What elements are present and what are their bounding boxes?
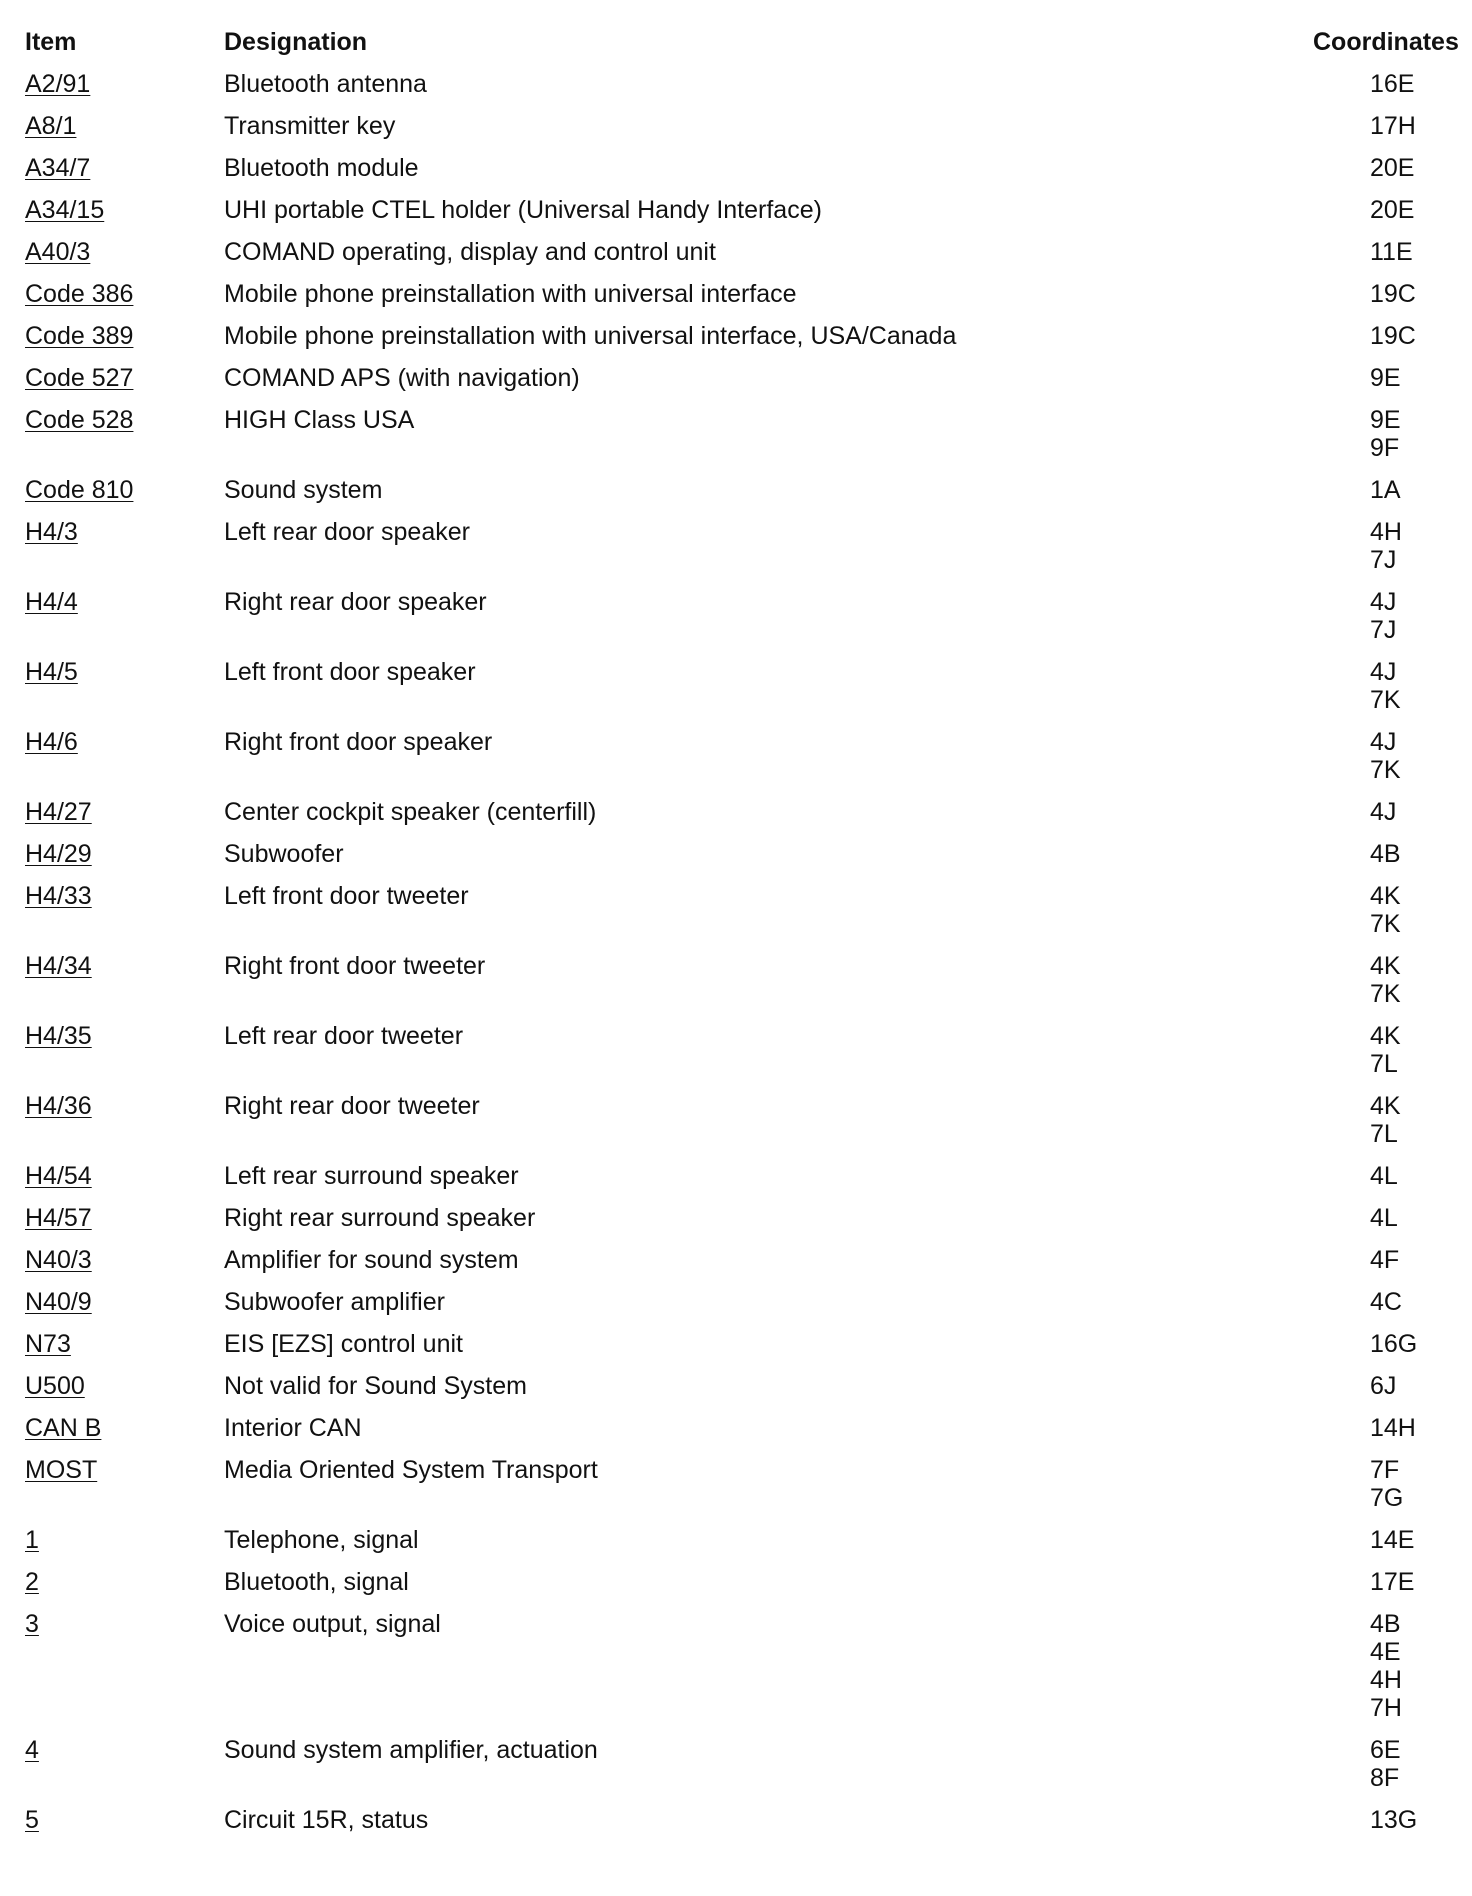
designation-cell: Right rear door speaker xyxy=(224,588,487,616)
coordinates-cell xyxy=(1370,196,1414,224)
coordinates-cell xyxy=(1370,154,1414,182)
coordinates-cell xyxy=(1370,1162,1398,1190)
item-cell xyxy=(25,840,92,868)
coordinates-cell xyxy=(1370,322,1416,350)
coordinate-value: 7K xyxy=(1370,980,1401,1008)
coordinates-cell xyxy=(1370,238,1413,266)
item-cell xyxy=(25,798,92,826)
designation-cell: Bluetooth, signal xyxy=(224,1568,409,1596)
coordinate-value: 4C xyxy=(1370,1288,1402,1316)
designation-cell: Right front door speaker xyxy=(224,728,493,756)
coordinate-value: 4L xyxy=(1370,1162,1398,1190)
designation-column-header: Designation xyxy=(224,28,368,56)
coordinate-value: 4F xyxy=(1370,1246,1400,1274)
item-cell xyxy=(25,882,92,910)
item-cell xyxy=(25,1806,39,1834)
coordinate-value: 7K xyxy=(1370,910,1401,938)
designation-cell: Mobile phone preinstallation with universal interface, USA/Canada xyxy=(224,322,957,350)
item-link[interactable]: Code 389 xyxy=(25,322,134,350)
designation-cell: Bluetooth antenna xyxy=(224,70,427,98)
item-link[interactable]: A8/1 xyxy=(25,112,77,140)
coordinate-value: 9E xyxy=(1370,406,1401,434)
coordinate-value: 4J xyxy=(1370,798,1397,826)
designation-cell: Left front door tweeter xyxy=(224,882,469,910)
item-link[interactable]: N40/3 xyxy=(25,1246,92,1274)
coordinate-value: 16E xyxy=(1370,70,1415,98)
item-cell xyxy=(25,1162,92,1190)
coordinate-value: 4K xyxy=(1370,1092,1401,1120)
item-column-header: Item xyxy=(25,28,77,56)
coordinates-cell xyxy=(1370,1736,1401,1792)
coordinate-value: 14H xyxy=(1370,1414,1416,1442)
item-cell xyxy=(25,728,78,756)
coordinates-cell xyxy=(1370,1092,1401,1148)
item-cell xyxy=(25,1204,92,1232)
coordinate-value: 19C xyxy=(1370,280,1416,308)
item-cell xyxy=(25,322,133,350)
coordinates-cell xyxy=(1370,518,1402,574)
item-link[interactable]: H4/34 xyxy=(25,952,92,980)
item-cell xyxy=(25,476,133,504)
designation-cell: Left front door speaker xyxy=(224,658,476,686)
coordinate-value: 4E xyxy=(1370,1638,1401,1666)
item-link[interactable]: H4/5 xyxy=(25,658,78,686)
item-link[interactable]: N73 xyxy=(25,1330,71,1358)
coordinate-value: 4J xyxy=(1370,728,1397,756)
coordinate-value: 4K xyxy=(1370,882,1401,910)
designation-cell: Voice output, signal xyxy=(224,1610,441,1638)
item-cell xyxy=(25,364,133,392)
coordinates-cell xyxy=(1370,798,1396,826)
coordinates-cell xyxy=(1370,588,1396,644)
designation-cell: Left rear surround speaker xyxy=(224,1162,519,1190)
item-cell xyxy=(25,1456,97,1484)
item-link[interactable]: Code 528 xyxy=(25,406,134,434)
coordinate-value: 7K xyxy=(1370,756,1401,784)
designation-cell: Subwoofer xyxy=(224,840,344,868)
coordinate-value: 4H xyxy=(1370,1666,1402,1694)
coordinate-value: 7J xyxy=(1370,616,1397,644)
coordinate-value: 16G xyxy=(1370,1330,1418,1358)
designation-cell: Subwoofer amplifier xyxy=(224,1288,445,1316)
coordinates-cell xyxy=(1370,1330,1417,1358)
coordinate-value: 17E xyxy=(1370,1568,1415,1596)
designation-cell: Left rear door tweeter xyxy=(224,1022,464,1050)
item-link[interactable]: A40/3 xyxy=(25,238,91,266)
designation-cell: Center cockpit speaker (centerfill) xyxy=(224,798,597,826)
coordinate-value: 11E xyxy=(1370,238,1413,266)
coordinate-value: 7K xyxy=(1370,686,1401,714)
item-link[interactable]: H4/6 xyxy=(25,728,78,756)
coordinates-cell xyxy=(1370,1526,1414,1554)
item-link[interactable]: A34/15 xyxy=(25,196,105,224)
item-cell xyxy=(25,1568,39,1596)
item-cell xyxy=(25,588,78,616)
designation-cell: HIGH Class USA xyxy=(224,406,415,434)
coordinates-cell xyxy=(1370,1372,1396,1400)
coordinates-cell xyxy=(1370,1610,1402,1722)
item-cell xyxy=(25,1610,39,1638)
coordinate-value: 1A xyxy=(1370,476,1401,504)
item-link[interactable]: U500 xyxy=(25,1372,85,1400)
item-link[interactable]: H4/35 xyxy=(25,1022,92,1050)
coordinate-value: 4K xyxy=(1370,952,1401,980)
coordinate-value: 4B xyxy=(1370,840,1401,868)
coordinate-value: 7G xyxy=(1370,1484,1404,1512)
designation-cell: Right rear surround speaker xyxy=(224,1204,536,1232)
item-cell xyxy=(25,1736,39,1764)
item-link[interactable]: A2/91 xyxy=(25,70,91,98)
coordinate-value: 20E xyxy=(1370,196,1415,224)
item-link[interactable]: H4/54 xyxy=(25,1162,92,1190)
item-cell xyxy=(25,1372,85,1400)
coordinate-value: 6E xyxy=(1370,1736,1401,1764)
item-link[interactable]: H4/4 xyxy=(25,588,78,616)
item-link[interactable]: H4/33 xyxy=(25,882,92,910)
item-link[interactable]: H4/36 xyxy=(25,1092,92,1120)
item-link[interactable]: Code 386 xyxy=(25,280,134,308)
coordinates-cell xyxy=(1370,840,1401,868)
item-cell xyxy=(25,1414,101,1442)
coordinate-value: 14E xyxy=(1370,1526,1415,1554)
coordinates-cell xyxy=(1370,882,1401,938)
coordinates-cell xyxy=(1370,406,1401,462)
item-link[interactable]: 4 xyxy=(25,1736,39,1764)
item-link[interactable]: 2 xyxy=(25,1568,39,1596)
item-cell xyxy=(25,70,90,98)
coordinate-value: 4J xyxy=(1370,588,1397,616)
designation-cell: Sound system amplifier, actuation xyxy=(224,1736,598,1764)
item-link[interactable]: H4/3 xyxy=(25,518,78,546)
item-link[interactable]: CAN B xyxy=(25,1414,102,1442)
item-cell xyxy=(25,1022,92,1050)
item-link[interactable]: 1 xyxy=(25,1526,39,1554)
designation-cell: Left rear door speaker xyxy=(224,518,470,546)
coordinate-value: 6J xyxy=(1370,1372,1397,1400)
coordinate-value: 17H xyxy=(1370,112,1416,140)
coordinate-value: 13G xyxy=(1370,1806,1418,1834)
coordinate-value: 9E xyxy=(1370,364,1401,392)
item-link[interactable]: H4/27 xyxy=(25,798,92,826)
designation-cell: Right rear door tweeter xyxy=(224,1092,480,1120)
coordinates-cell xyxy=(1370,1414,1416,1442)
coordinates-cell xyxy=(1370,476,1401,504)
designation-cell: Interior CAN xyxy=(224,1414,362,1442)
coordinate-value: 4J xyxy=(1370,658,1397,686)
item-link[interactable]: MOST xyxy=(25,1456,98,1484)
item-cell xyxy=(25,1246,92,1274)
coordinate-value: 9F xyxy=(1370,434,1400,462)
item-cell xyxy=(25,406,133,434)
coordinates-cell xyxy=(1370,1568,1414,1596)
coordinates-cell xyxy=(1370,280,1416,308)
item-link[interactable]: H4/29 xyxy=(25,840,92,868)
coordinates-cell xyxy=(1370,112,1416,140)
item-link[interactable]: 3 xyxy=(25,1610,39,1638)
coordinates-cell xyxy=(1370,1806,1417,1834)
coordinates-cell xyxy=(1370,1204,1398,1232)
coordinate-value: 4K xyxy=(1370,1022,1401,1050)
item-cell xyxy=(25,1288,92,1316)
item-cell xyxy=(25,1330,71,1358)
designation-cell: Transmitter key xyxy=(224,112,396,140)
coordinate-value: 7L xyxy=(1370,1120,1398,1148)
item-cell xyxy=(25,196,104,224)
coordinate-value: 4H xyxy=(1370,518,1402,546)
designation-cell: Circuit 15R, status xyxy=(224,1806,429,1834)
coordinate-value: 7L xyxy=(1370,1050,1398,1078)
item-cell xyxy=(25,952,92,980)
designation-cell: Amplifier for sound system xyxy=(224,1246,519,1274)
coordinate-value: 7F xyxy=(1370,1456,1400,1484)
item-cell xyxy=(25,154,90,182)
coordinate-value: 8F xyxy=(1370,1764,1400,1792)
coordinates-cell xyxy=(1370,1246,1399,1274)
coordinates-column-header: Coordinates xyxy=(1313,28,1459,56)
designation-cell: Media Oriented System Transport xyxy=(224,1456,598,1484)
designation-cell: Mobile phone preinstallation with universal interface xyxy=(224,280,797,308)
coordinates-cell xyxy=(1370,1456,1403,1512)
item-cell xyxy=(25,280,133,308)
designation-cell: Right front door tweeter xyxy=(224,952,486,980)
item-link[interactable]: Code 810 xyxy=(25,476,134,504)
item-link[interactable]: 5 xyxy=(25,1806,39,1834)
coordinate-value: 7H xyxy=(1370,1694,1402,1722)
item-cell xyxy=(25,238,90,266)
coordinate-value: 20E xyxy=(1370,154,1415,182)
item-link[interactable]: N40/9 xyxy=(25,1288,92,1316)
coordinate-value: 19C xyxy=(1370,322,1416,350)
designation-cell: COMAND APS (with navigation) xyxy=(224,364,580,392)
designation-cell: Not valid for Sound System xyxy=(224,1372,527,1400)
designation-cell: UHI portable CTEL holder (Universal Handy Interface) xyxy=(224,196,822,224)
coordinates-cell xyxy=(1370,70,1414,98)
designation-cell: EIS [EZS] control unit xyxy=(224,1330,463,1358)
designation-cell: Sound system xyxy=(224,476,383,504)
designation-cell: COMAND operating, display and control unit xyxy=(224,238,716,266)
coordinate-value: 7J xyxy=(1370,546,1397,574)
item-link[interactable]: H4/57 xyxy=(25,1204,92,1232)
coordinates-cell xyxy=(1370,952,1401,1008)
coordinates-cell xyxy=(1370,364,1401,392)
item-link[interactable]: A34/7 xyxy=(25,154,91,182)
item-cell xyxy=(25,518,78,546)
item-link[interactable]: Code 527 xyxy=(25,364,134,392)
coordinates-cell xyxy=(1370,1288,1402,1316)
item-cell xyxy=(25,112,76,140)
designation-cell: Telephone, signal xyxy=(224,1526,419,1554)
coordinate-value: 4L xyxy=(1370,1204,1398,1232)
coordinates-cell xyxy=(1370,658,1401,714)
item-cell xyxy=(25,1526,39,1554)
coordinates-cell xyxy=(1370,1022,1401,1078)
coordinate-value: 4B xyxy=(1370,1610,1401,1638)
designation-cell: Bluetooth module xyxy=(224,154,419,182)
item-cell xyxy=(25,658,78,686)
item-cell xyxy=(25,1092,92,1120)
coordinates-cell xyxy=(1370,728,1401,784)
